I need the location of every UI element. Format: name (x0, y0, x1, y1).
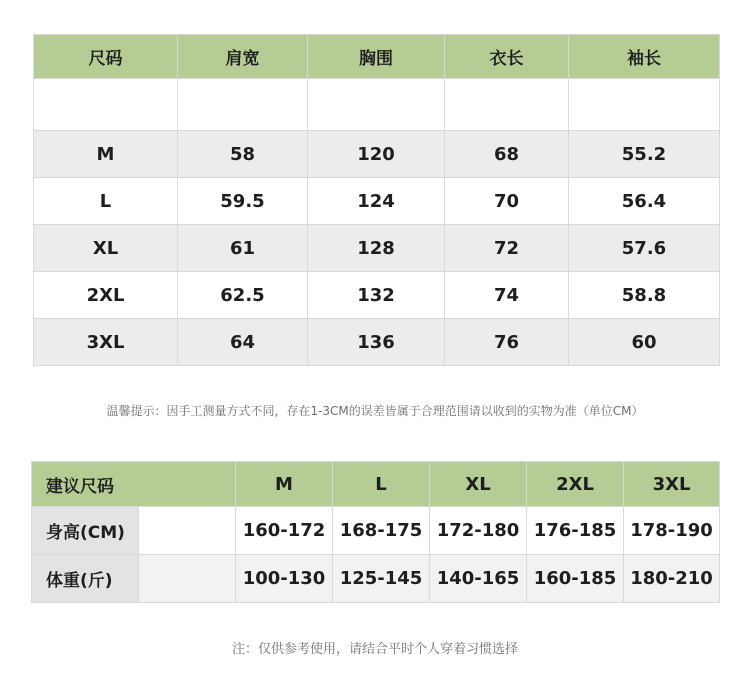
weight-xl: 140-165 (430, 555, 527, 603)
table-row (34, 131, 720, 178)
table-row (34, 272, 720, 319)
weight-label: 体重(斤) (32, 555, 139, 603)
blank-row (34, 79, 720, 131)
height-l: 168-175 (333, 507, 430, 555)
recommended-size-table (31, 461, 720, 603)
height-label: 身高(CM) (32, 507, 139, 555)
weight-2xl: 160-185 (527, 555, 624, 603)
cell-shoulder: 59.5 (178, 178, 308, 225)
cell-size: 2XL (34, 272, 178, 319)
header-length: 衣长 (445, 35, 569, 79)
cell-chest: 136 (308, 319, 445, 366)
header-size: 尺码 (34, 35, 178, 79)
header-chest: 胸围 (308, 35, 445, 79)
height-m: 160-172 (236, 507, 333, 555)
cell-sleeve: 56.4 (569, 178, 720, 225)
cell-size: M (34, 131, 178, 178)
cell-shoulder: 61 (178, 225, 308, 272)
cell-length: 74 (445, 272, 569, 319)
height-3xl: 178-190 (624, 507, 720, 555)
cell-chest: 120 (308, 131, 445, 178)
cell-length: 70 (445, 178, 569, 225)
cell-shoulder: 58 (178, 131, 308, 178)
cell-sleeve: 58.8 (569, 272, 720, 319)
rec-header-row (32, 462, 720, 507)
height-row (32, 507, 720, 555)
table-row (34, 178, 720, 225)
reference-note: 注：仅供参考使用，请结合平时个人穿着习惯选择 (231, 642, 518, 657)
header-recommended-size: 建议尺码 (32, 462, 236, 507)
cell-sleeve: 60 (569, 319, 720, 366)
table-row (34, 225, 720, 272)
cell-chest: 132 (308, 272, 445, 319)
cell-length: 68 (445, 131, 569, 178)
cell-length: 72 (445, 225, 569, 272)
weight-3xl: 180-210 (624, 555, 720, 603)
weight-m: 100-130 (236, 555, 333, 603)
size-chart-table (33, 34, 720, 366)
header-size-3xl: 3XL (624, 462, 720, 507)
weight-l: 125-145 (333, 555, 430, 603)
header-size-xl: XL (430, 462, 527, 507)
cell-chest: 128 (308, 225, 445, 272)
header-sleeve: 袖长 (569, 35, 720, 79)
height-2xl: 176-185 (527, 507, 624, 555)
header-size-2xl: 2XL (527, 462, 624, 507)
measurement-tip: 温馨提示：因手工测量方式不同，存在1-3CM的误差皆属于合理范围请以收到的实物为准（单位CM） (106, 404, 644, 418)
weight-row (32, 555, 720, 603)
cell-size: 3XL (34, 319, 178, 366)
cell-sleeve: 57.6 (569, 225, 720, 272)
table-row (34, 319, 720, 366)
cell-shoulder: 62.5 (178, 272, 308, 319)
cell-size: XL (34, 225, 178, 272)
height-xl: 172-180 (430, 507, 527, 555)
header-shoulder-width: 肩宽 (178, 35, 308, 79)
cell-size: L (34, 178, 178, 225)
cell-chest: 124 (308, 178, 445, 225)
cell-sleeve: 55.2 (569, 131, 720, 178)
size-chart-header-row (34, 35, 720, 79)
cell-shoulder: 64 (178, 319, 308, 366)
header-size-l: L (333, 462, 430, 507)
header-size-m: M (236, 462, 333, 507)
cell-length: 76 (445, 319, 569, 366)
